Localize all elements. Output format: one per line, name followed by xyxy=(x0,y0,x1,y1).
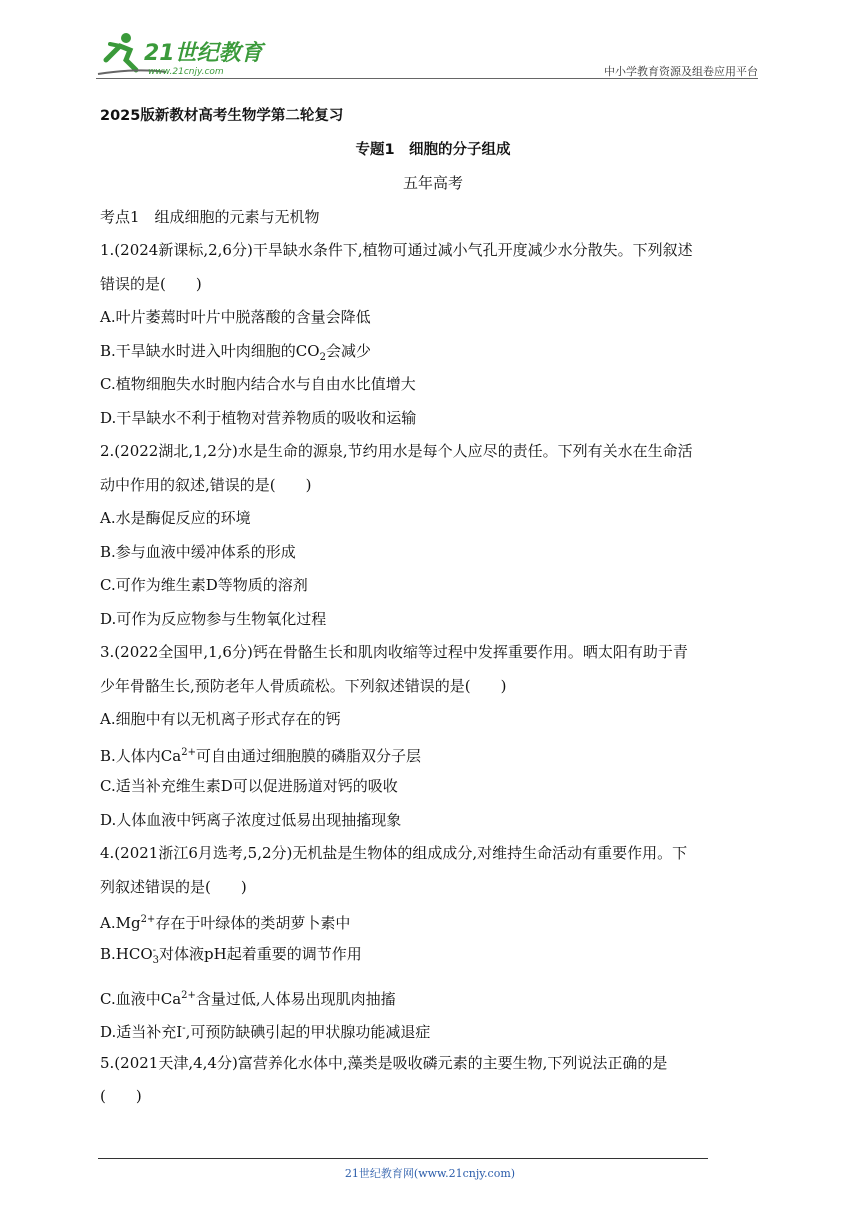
q1-option-d: D.干旱缺水不利于植物对营养物质的吸收和运输 xyxy=(100,408,417,427)
header-divider xyxy=(96,78,758,79)
q4-option-c: C.血液中$Ca^{2+}$含量过低,人体易出现肌肉抽搐 xyxy=(100,989,396,1008)
q1-option-c: C.植物细胞失水时胞内结合水与自由水比值增大 xyxy=(100,375,416,393)
platform-text: 中小学教育资源及组卷应用平台 xyxy=(604,65,758,78)
q4-option-b: B.HCO - 3 对体液pH起着重要的调节作用 xyxy=(100,944,362,966)
q3-option-c: C.适当补充维生素D可以促进肠道对钙的吸收 xyxy=(100,777,398,795)
footer-divider xyxy=(98,1158,708,1159)
q2-option-d: D.可作为反应物参与生物氧化过程 xyxy=(100,609,327,628)
q5-stem-line2: ( ) xyxy=(100,1087,142,1105)
q1-stem-line1: 1.(2024新课标,2,6分)干旱缺水条件下,植物可通过减小气孔开度减少水分散失。下列叙述 xyxy=(100,241,693,259)
q4-option-a: $A.Mg^{2+}$存在于叶绿体的类胡萝卜素中 xyxy=(100,914,351,932)
q4-option-d: D.适当补充I-,可预防缺碘引起的甲状腺功能减退症 xyxy=(100,1023,431,1041)
footer-link[interactable]: 21世纪教育网(www.21cnjy.com) xyxy=(344,1167,516,1180)
logo-url: www.21cnjy.com xyxy=(148,67,224,77)
q2-option-b: B.参与血液中缓冲体系的形成 xyxy=(100,542,296,561)
q1-stem-line2: 错误的是( ) xyxy=(100,274,202,293)
q3-option-a: A.细胞中有以无机离子形式存在的钙 xyxy=(100,710,341,728)
q2-stem-line1: 2.(2022湖北,1,2分)水是生命的源泉,节约用水是每个人应尽的责任。下列有关水在生命活 xyxy=(100,442,693,460)
topic-title: 专题1 细胞的分子组成 xyxy=(355,141,511,158)
page-header xyxy=(96,30,758,80)
q4-stem-line2: 列叙述错误的是( ) xyxy=(100,877,247,896)
q3-option-d: D.人体血液中钙离子浓度过低易出现抽搐现象 xyxy=(100,810,402,829)
q3-stem-line2: 少年骨骼生长,预防老年人骨质疏松。下列叙述错误的是( ) xyxy=(100,676,507,695)
q3-stem-line1: 3.(2022全国甲,1,6分)钙在骨骼生长和肌肉收缩等过程中发挥重要作用。晒太阳有助于青 xyxy=(100,643,688,661)
q1-option-a: A.叶片萎蔫时叶片中脱落酸的含量会降低 xyxy=(100,308,371,326)
q2-option-a: A.水是酶促反应的环境 xyxy=(100,509,251,527)
kaodian-heading: 考点1 组成细胞的元素与无机物 xyxy=(100,207,320,226)
q5-stem-line1: 5.(2021天津,4,4分)富营养化水体中,藻类是吸收磷元素的主要生物,下列说法正确的是 xyxy=(100,1053,668,1072)
q4-stem-line1: 4.(2021浙江6月选考,5,2分)无机盐是生物体的组成成分,对维持生命活动有重要作用。下 xyxy=(100,844,688,862)
q1-option-b: B.干旱缺水时进入叶肉细胞的$CO_2$会减少 xyxy=(100,341,371,363)
q3-option-b: B.人体内$Ca^{2+}$可自由通过细胞膜的磷脂双分子层 xyxy=(100,746,421,765)
logo-runner-icon xyxy=(96,30,271,78)
logo-text: 21世纪教育 xyxy=(144,41,263,66)
section-heading: 五年高考 xyxy=(402,174,463,192)
series-title: 2025版新教材高考生物学第二轮复习 xyxy=(100,108,344,124)
document-body xyxy=(100,104,766,1118)
q2-stem-line2: 动中作用的叙述,错误的是( ) xyxy=(100,475,312,494)
q2-option-c: C.可作为维生素D等物质的溶剂 xyxy=(100,576,308,594)
